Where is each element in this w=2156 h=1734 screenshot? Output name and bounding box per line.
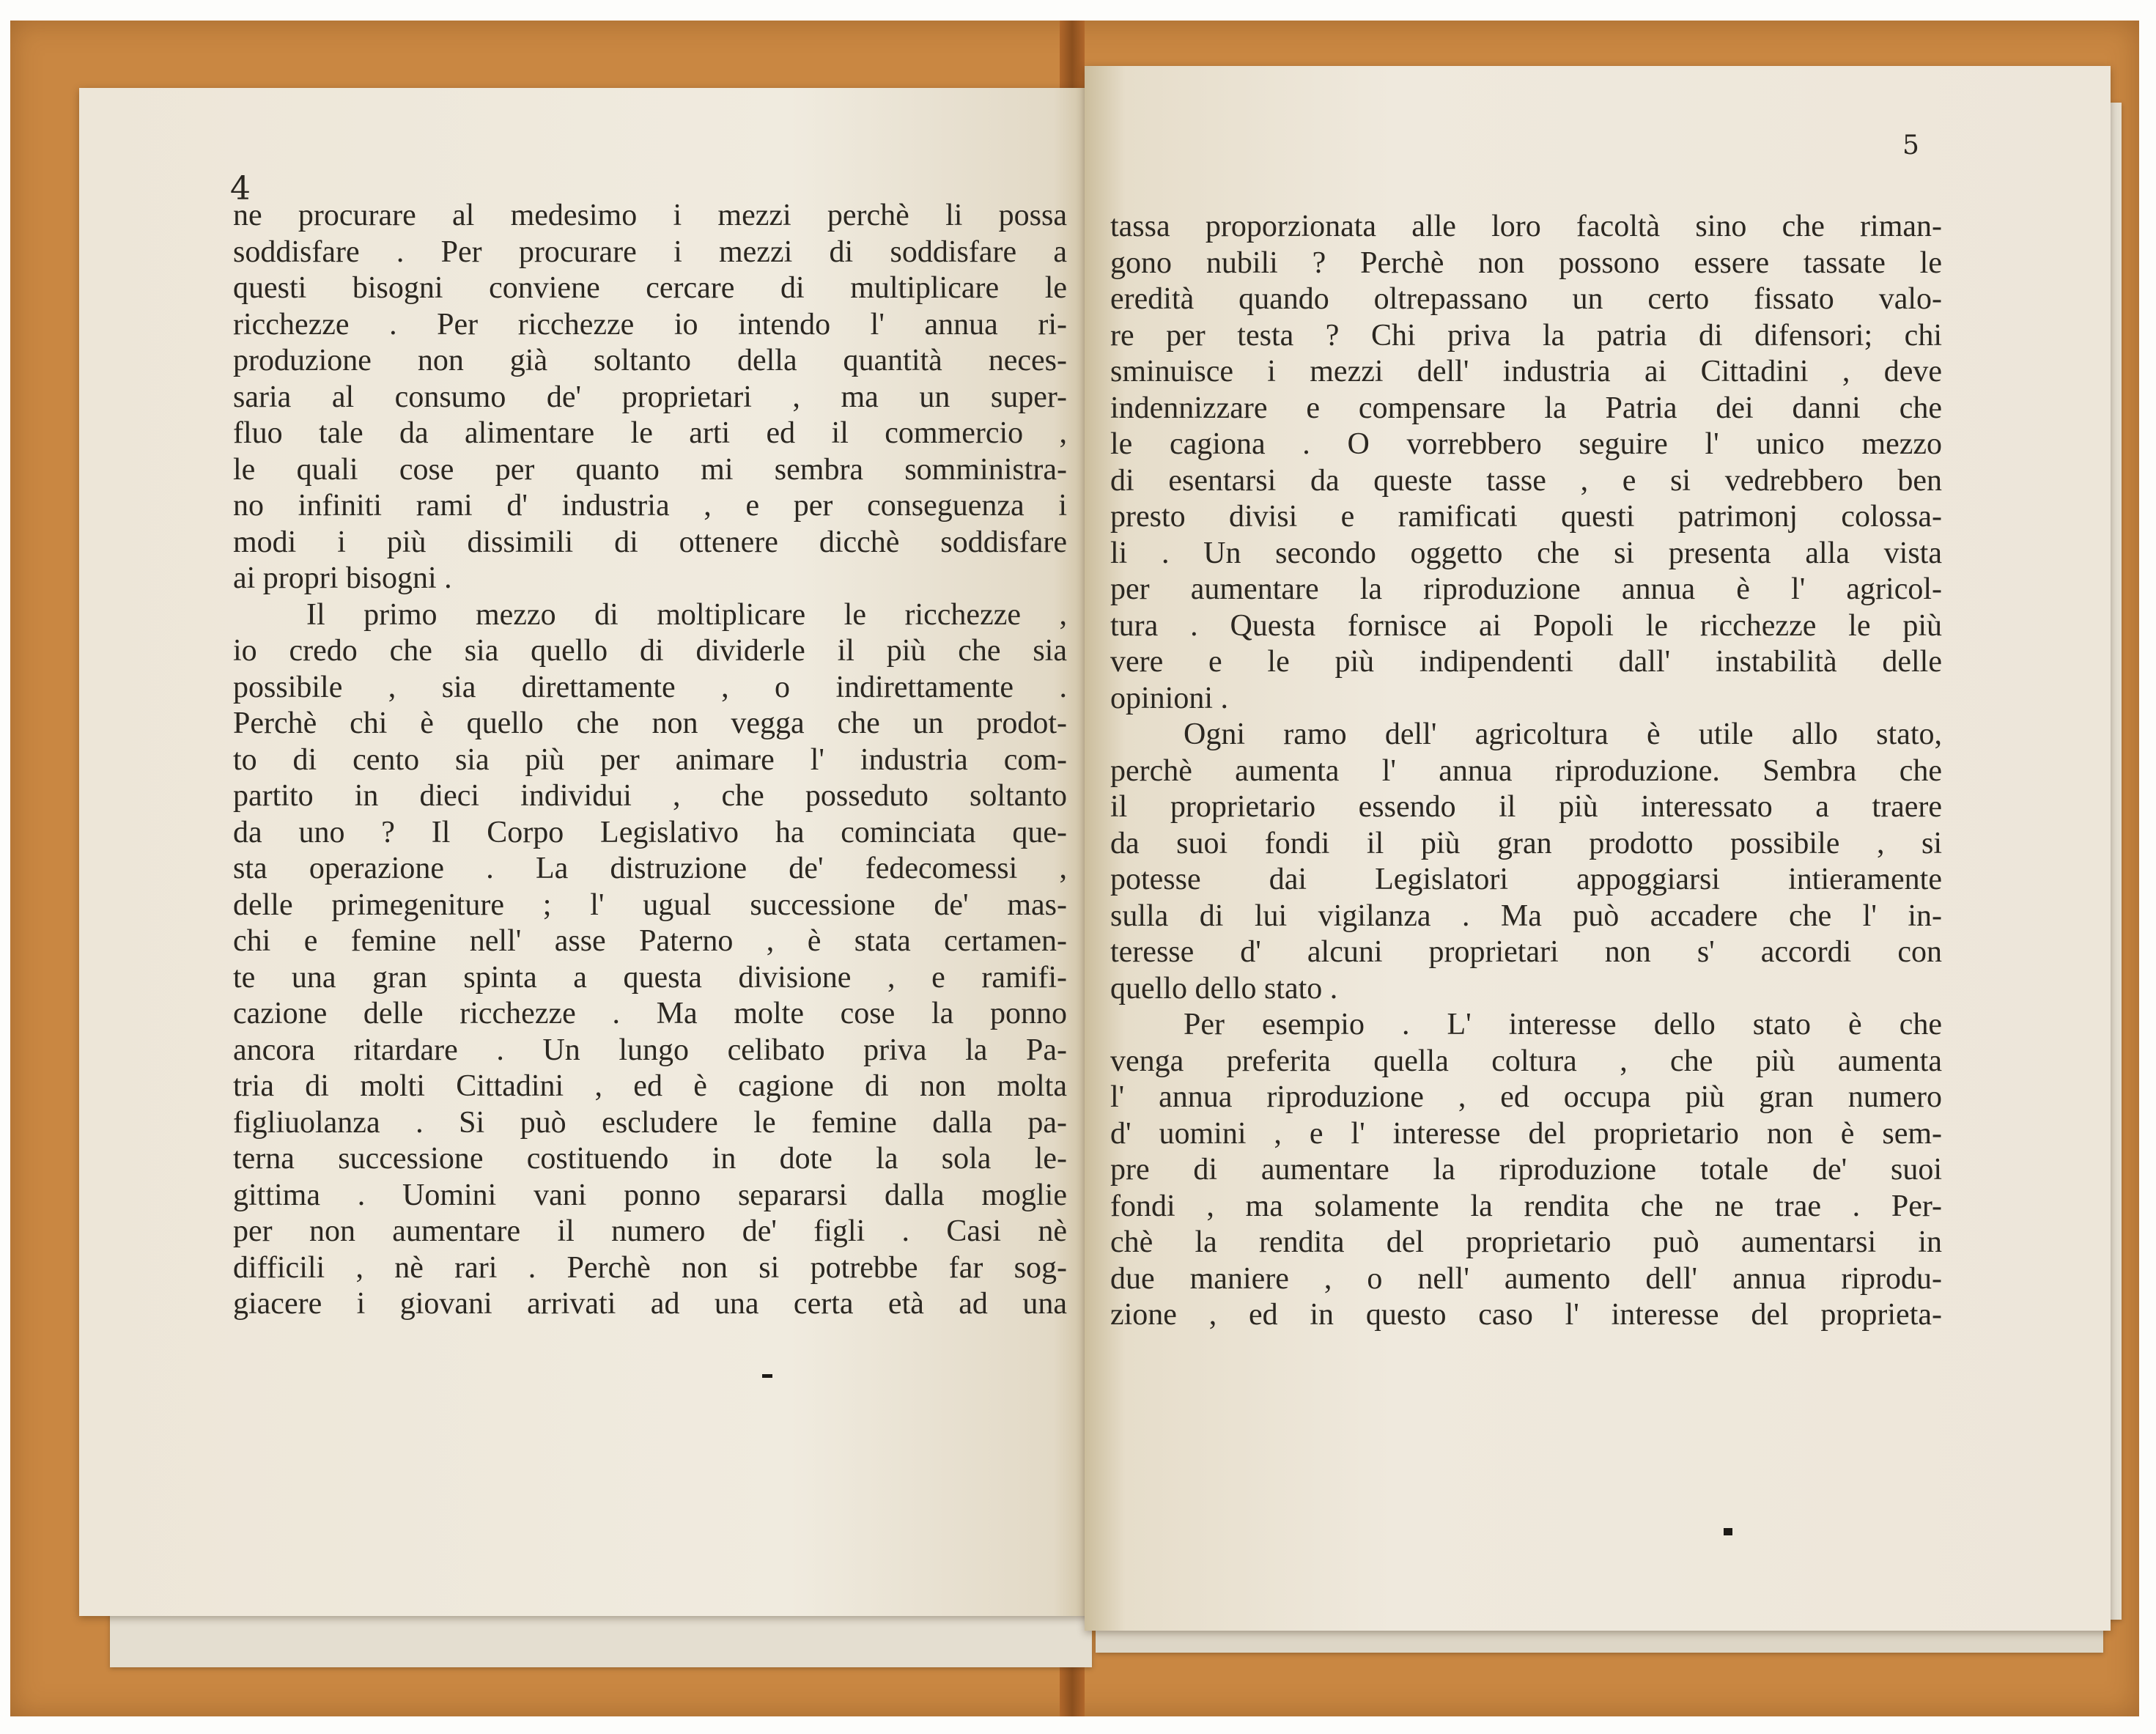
text-line: tria di molti Cittadini , ed è cagione di non molta: [233, 1069, 1067, 1103]
text-line: per aumentare la riproduzione annua è l' agricol-: [1110, 572, 1942, 606]
text-line: terna successione costituendo in dote la sola le-: [233, 1142, 1067, 1176]
text-line: no infiniti rami d' industria , e per conseguenza i: [233, 489, 1067, 523]
text-line: sulla di lui vigilanza . Ma può accadere che l' in-: [1110, 899, 1942, 933]
right-page-text: [1110, 209, 1942, 1334]
text-line: delle primegeniture ; l' ugual successione de' mas-: [233, 888, 1067, 922]
text-line: Perchè chi è quello che non vegga che un prodot-: [233, 706, 1067, 740]
text-line: zione , ed in questo caso l' interesse del proprieta-: [1110, 1298, 1942, 1332]
text-line: potesse dai Legislatori appoggiarsi intieramente: [1110, 863, 1942, 896]
left-page-number: 4: [230, 170, 251, 207]
text-line: figliuolanza . Si può escludere le femine dalla pa-: [233, 1105, 1067, 1140]
text-line: re per testa ? Chi priva la patria di difensori; chi: [1110, 318, 1942, 353]
text-line: il proprietario essendo il più interessato a traere: [1110, 790, 1942, 824]
text-line: di esentarsi da queste tasse , e si vedrebbero ben: [1110, 463, 1942, 498]
text-line: teresse d' alcuni proprietari non s' accordi con: [1110, 935, 1942, 969]
text-line: partito in dieci individui , che posseduto soltanto: [233, 779, 1067, 813]
text-line: fluo tale da alimentare le arti ed il commercio ,: [233, 416, 1067, 450]
ink-speck: [762, 1374, 772, 1378]
text-line: modi i più dissimili di ottenere dicchè soddisfare: [233, 525, 1067, 559]
text-line: li . Un secondo oggetto che si presenta alla vista: [1110, 536, 1942, 570]
text-line: io credo che sia quello di dividerle il più che sia: [233, 634, 1067, 668]
text-line: difficili , nè rari . Perchè non si potrebbe far sog-: [233, 1250, 1067, 1285]
text-line: quello dello stato .: [1110, 971, 1338, 1006]
text-line: tura . Questa fornisce ai Popoli le ricchezze le più: [1110, 608, 1942, 643]
text-line: indennizzare e compensare la Patria dei danni che: [1110, 391, 1942, 425]
text-line: tassa proporzionata alle loro facoltà sino che riman-: [1110, 210, 1942, 243]
text-line: gittima . Uomini vani ponno separarsi dalla moglie: [233, 1178, 1067, 1212]
text-line: saria al consumo de' proprietari , ma un super-: [233, 380, 1067, 414]
text-line: produzione non già soltanto della quantità neces-: [233, 344, 1067, 377]
text-line: gono nubili ? Perchè non possono essere tassate le: [1110, 246, 1942, 280]
text-line: eredità quando oltrepassano un certo fissato valo-: [1110, 282, 1942, 316]
text-line: due maniere , o nell' aumento dell' annua riprodu-: [1110, 1261, 1942, 1296]
text-line: le quali cose per quanto mi sembra somministra-: [233, 452, 1067, 487]
text-line: fondi , ma solamente la rendita che ne trae . Per-: [1110, 1189, 1942, 1223]
text-line: cazione delle ricchezze . Ma molte cose la ponno: [233, 997, 1067, 1030]
text-line: te una gran spinta a questa divisione , e ramifi-: [233, 960, 1067, 995]
text-line: ancora ritardare . Un lungo celibato priva la Pa-: [233, 1033, 1067, 1067]
text-line: ricchezze . Per ricchezze io intendo l' annua ri-: [233, 307, 1067, 342]
text-line: le cagiona . O vorrebbero seguire l' unico mezzo: [1110, 427, 1942, 461]
text-line: soddisfare . Per procurare i mezzi di soddisfare a: [233, 235, 1067, 269]
text-line: chè la rendita del proprietario può aumentarsi in: [1110, 1225, 1942, 1259]
text-line: vere e le più indipendenti dall' instabilità delle: [1110, 645, 1942, 679]
text-line: venga preferita quella coltura , che più aumenta: [1110, 1044, 1942, 1078]
text-line: perchè aumenta l' annua riproduzione. Sembra che: [1110, 753, 1942, 788]
text-line: da suoi fondi il più gran prodotto possibile , si: [1110, 826, 1942, 860]
left-page-text: [233, 198, 1067, 1323]
text-line: d' uomini , e l' interesse del proprietario non è sem-: [1110, 1116, 1942, 1151]
text-line: Ogni ramo dell' agricoltura è utile allo stato,: [1184, 717, 1942, 751]
text-line: possibile , sia direttamente , o indirettamente .: [233, 670, 1067, 704]
text-line: sta operazione . La distruzione de' fedecomessi ,: [233, 852, 1067, 885]
text-line: presto divisi e ramificati questi patrimonj colossa-: [1110, 500, 1942, 534]
text-line: Per esempio . L' interesse dello stato è che: [1184, 1008, 1942, 1041]
text-line: giacere i giovani arrivati ad una certa età ad una: [233, 1287, 1067, 1321]
text-line: ai propri bisogni .: [233, 561, 452, 595]
text-line: da uno ? Il Corpo Legislativo ha cominciata que-: [233, 815, 1067, 849]
text-line: opinioni .: [1110, 681, 1229, 715]
text-line: chi e femine nell' asse Paterno , è stata certamen-: [233, 924, 1067, 958]
text-line: questi bisogni conviene cercare di multiplicare le: [233, 271, 1067, 305]
text-line: ne procurare al medesimo i mezzi perchè li possa: [233, 199, 1067, 232]
text-line: Il primo mezzo di moltiplicare le ricchezze ,: [306, 597, 1067, 632]
text-line: to di cento sia più per animare l' industria com-: [233, 742, 1067, 777]
text-line: per non aumentare il numero de' figli . Casi nè: [233, 1214, 1067, 1248]
text-line: l' annua riproduzione , ed occupa più gran numero: [1110, 1080, 1942, 1114]
text-line: sminuisce i mezzi dell' industria ai Cittadini , deve: [1110, 355, 1942, 388]
ink-speck: [1724, 1528, 1732, 1535]
right-page-number: 5: [1902, 130, 1919, 161]
text-line: pre di aumentare la riproduzione totale de' suoi: [1110, 1153, 1942, 1187]
